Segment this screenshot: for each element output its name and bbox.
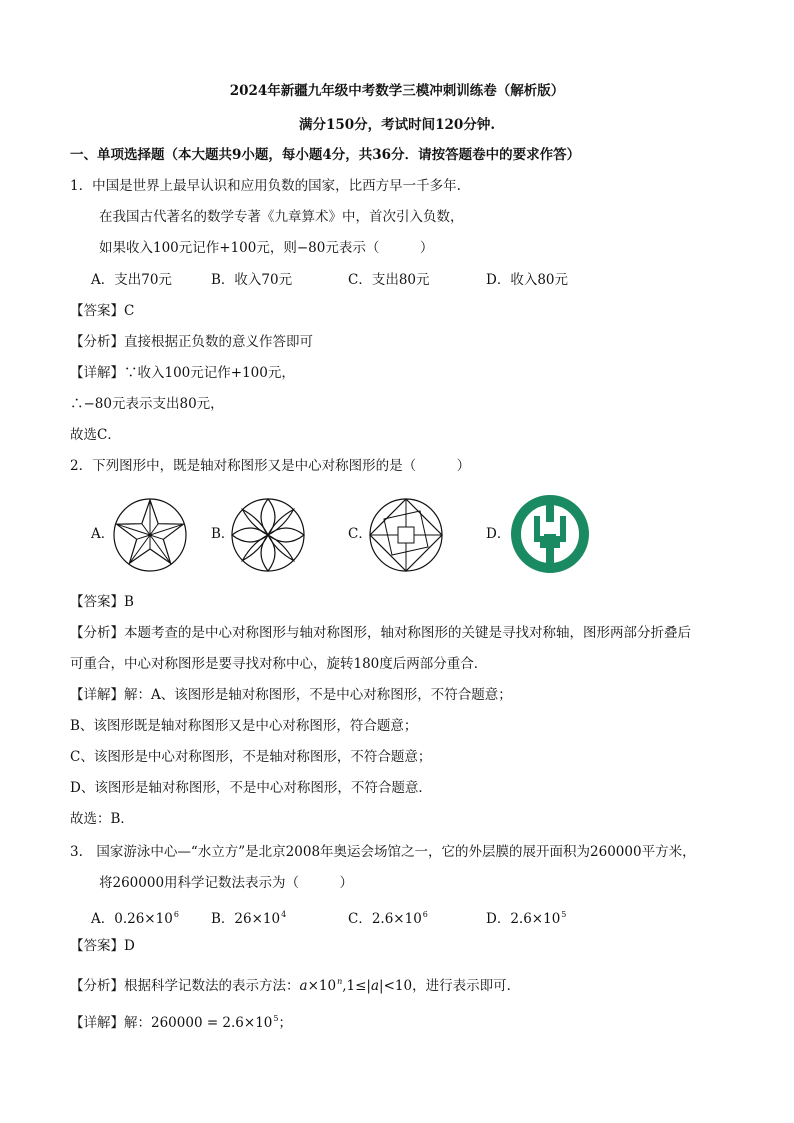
q1-answer: 【答案】C: [70, 303, 135, 319]
q1-stem-line2: 在我国古代著名的数学专著《九章算术》中，首次引入负数，: [99, 209, 464, 225]
q3-option-b: [211, 906, 286, 928]
q1-detail-line3: 故选C．: [70, 427, 121, 443]
q2-analysis-line2: 可重合，中心对称图形是要寻找对称中心，旋转180度后两部分重合．: [70, 656, 488, 672]
q3-option-a-coef: A．0.26×10: [91, 911, 173, 927]
star-in-circle-icon: [112, 497, 188, 577]
formula-times10: ×10: [307, 978, 337, 994]
q3-detail-end: ；: [278, 1015, 292, 1031]
q3-option-d-exp: 5: [561, 910, 567, 919]
q1-detail-line2: ∴−80元表示支出80元，: [70, 396, 224, 412]
q1-option-a: A．支出70元: [91, 272, 172, 288]
q2-option-c-label: C．: [348, 526, 372, 542]
q1-stem-line3: 如果收入100元记作+100元，则−80元表示（ ）: [99, 240, 434, 256]
q3-detail-prefix: 【详解】解：: [70, 1015, 151, 1031]
formula-range: ,1≤: [342, 978, 367, 994]
q1-option-c: C．支出80元: [348, 272, 430, 288]
q2-detail-line4: D、该图形是轴对称图形，不是中心对称图形，不符合题意．: [70, 780, 432, 796]
q1-option-b: B．收入70元: [211, 272, 293, 288]
q1-analysis: 【分析】直接根据正负数的意义作答即可: [70, 334, 313, 350]
q2-analysis-line1: 【分析】本题考查的是中心对称图形与轴对称图形，轴对称图形的关键是寻找对称轴，图形两部分折叠后: [70, 625, 691, 641]
q2-answer: 【答案】B: [70, 594, 134, 610]
q2-option-d-label: D．: [486, 526, 511, 542]
q3-option-c-exp: 6: [422, 910, 428, 919]
formula-a: a: [299, 978, 308, 994]
q3-option-b-coef: B．26×10: [211, 911, 281, 927]
q3-analysis: [70, 973, 520, 995]
q3-option-a: [91, 906, 179, 928]
q1-stem-line1: 1．中国是世界上最早认识和应用负数的国家，比西方早一千多年.: [70, 178, 461, 194]
pinwheel-square-circle-icon: [368, 497, 444, 577]
q2-detail-line3: C、该图形是中心对称图形，不是轴对称图形，不符合题意；: [70, 749, 432, 765]
q3-option-a-exp: 6: [173, 910, 179, 919]
q3-analysis-prefix: 【分析】根据科学记数法的表示方法：: [70, 978, 300, 994]
q3-detail: [70, 1010, 292, 1032]
formula-abs: |a|: [366, 978, 384, 994]
q2-detail-line5: 故选：B．: [70, 811, 134, 827]
q2-option-a-label: A．: [91, 526, 115, 542]
page-title: 2024年新疆九年级中考数学三模冲刺训练卷（解析版）: [229, 83, 565, 99]
formula-n: n: [337, 977, 343, 986]
q3-option-d: [486, 906, 566, 928]
section-heading: 一、单项选择题（本大题共9小题，每小题4分，共36分．请按答题卷中的要求作答）: [70, 147, 581, 163]
page-subtitle: 满分150分，考试时间120分钟.: [298, 117, 496, 133]
q3-option-c: [348, 906, 428, 928]
q2-detail-line2: B、该图形既是轴对称图形又是中心对称图形，符合题意；: [70, 718, 418, 734]
four-petal-circle-icon: [230, 497, 306, 577]
q1-option-d: D．收入80元: [486, 272, 569, 288]
q2-detail-line1: 【详解】解：A、该图形是轴对称图形，不是中心对称图形，不符合题意；: [70, 687, 512, 703]
q3-option-b-exp: 4: [281, 910, 287, 919]
q3-analysis-suffix: ，进行表示即可．: [412, 978, 521, 994]
q3-stem-line1: 3. 国家游泳中心—“水立方”是北京2008年奥运会场馆之一，它的外层膜的展开面积为260000平方米，: [70, 844, 696, 860]
q2-stem: 2．下列图形中，既是轴对称图形又是中心对称图形的是（ ）: [70, 458, 471, 474]
q3-detail-expr: 260000 = 2.6×10: [151, 1015, 273, 1031]
bank-logo-icon: [510, 494, 590, 578]
q3-option-c-coef: C．2.6×10: [348, 911, 422, 927]
q3-answer: 【答案】D: [70, 938, 135, 954]
q3-stem-line2: 将260000用科学记数法表示为（ ）: [99, 875, 354, 891]
q1-detail-line1: 【详解】∵收入100元记作+100元，: [70, 365, 295, 381]
q3-detail-exp: 5: [273, 1014, 279, 1023]
q2-option-b-label: B．: [211, 526, 235, 542]
formula-lt: <10: [383, 978, 413, 994]
q3-option-d-coef: D．2.6×10: [486, 911, 561, 927]
